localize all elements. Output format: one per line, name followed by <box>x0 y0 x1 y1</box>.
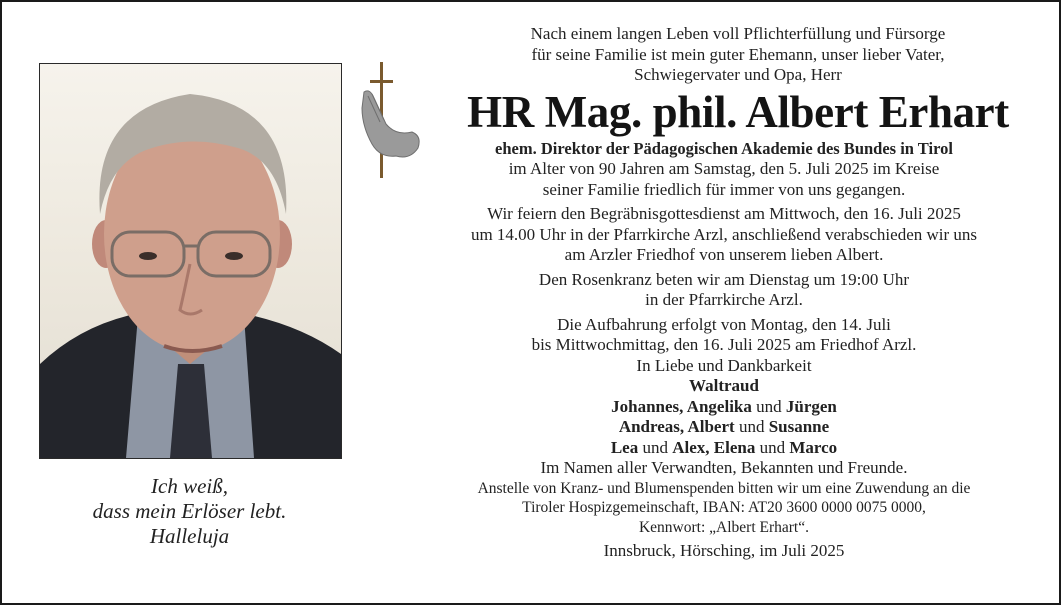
mourner-names: Andreas, Albert <box>618 417 735 436</box>
quote-line: Ich weiß, <box>151 474 228 498</box>
mourner-names: Johannes, Angelika <box>611 396 752 416</box>
intro-line: Nach einem langen Leben voll Pflichterfüllung und Fürsorge <box>530 24 946 43</box>
mourner-row <box>414 417 1034 438</box>
conjunction: und <box>756 396 782 416</box>
conjunction: und <box>642 437 668 457</box>
mourners-intro: In Liebe und Dankbarkeit <box>636 355 812 375</box>
portrait-illustration <box>40 64 341 458</box>
deceased-name: HR Mag. phil. Albert Erhart <box>467 86 1009 137</box>
deceased-title: ehem. Direktor der Pädagogischen Akademie des Bundes in Tirol <box>495 138 953 158</box>
mourner-names: Susanne <box>768 417 830 436</box>
place-date: Innsbruck, Hörsching, im Juli 2025 <box>603 541 845 560</box>
intro-line: für seine Familie ist mein guter Ehemann, unser lieber Vater, <box>531 44 945 64</box>
mourner-row <box>414 438 1034 459</box>
mourners-others: Im Namen aller Verwandten, Bekannten und Freunde. <box>540 458 908 477</box>
death-line: im Alter von 90 Jahren am Samstag, den 5. Juli 2025 im Kreise <box>508 159 940 178</box>
mourner-wife: Waltraud <box>689 376 759 395</box>
viewing-line: bis Mittwochmittag, den 16. Juli 2025 am Friedhof Arzl. <box>531 335 917 354</box>
donation-line: Kennwort: „Albert Erhart“. <box>638 518 809 536</box>
funeral-line: Wir feiern den Begräbnisgottesdienst am Mittwoch, den 16. Juli 2025 <box>487 204 961 223</box>
intro-line: Schwiegervater und Opa, Herr <box>634 65 842 84</box>
quote-line: Halleluja <box>149 524 230 548</box>
mourner-names: Marco <box>789 437 838 457</box>
donation-line: Anstelle von Kranz- und Blumenspenden bitten wir um eine Zuwendung an die <box>477 479 971 497</box>
conjunction: und <box>759 437 786 457</box>
mourner-names: Jürgen <box>785 396 837 416</box>
portrait-photo <box>39 63 342 459</box>
funeral-line: am Arzler Friedhof von unserem lieben Albert. <box>564 245 884 264</box>
conjunction: und <box>738 417 765 436</box>
death-line: seiner Familie friedlich für immer von uns gegangen. <box>542 179 906 199</box>
donation-line: Tiroler Hospizgemeinschaft, IBAN: AT20 3600 0000 0075 0000, <box>522 499 926 516</box>
rosary-line: Den Rosenkranz beten wir am Dienstag um 19:00 Uhr <box>538 269 910 289</box>
rosary-line: in der Pfarrkirche Arzl. <box>645 290 803 309</box>
obituary-text <box>414 24 1034 562</box>
bible-quote <box>39 474 340 549</box>
quote-line: dass mein Erlöser lebt. <box>92 499 287 523</box>
funeral-line: um 14.00 Uhr in der Pfarrkirche Arzl, anschließend verabschieden wir uns <box>470 224 978 244</box>
mourner-names: Alex, Elena <box>672 437 756 457</box>
mourner-names: Lea <box>610 437 639 457</box>
viewing-line: Die Aufbahrung erfolgt von Montag, den 14. Juli <box>557 314 891 334</box>
mourner-row <box>414 397 1034 418</box>
